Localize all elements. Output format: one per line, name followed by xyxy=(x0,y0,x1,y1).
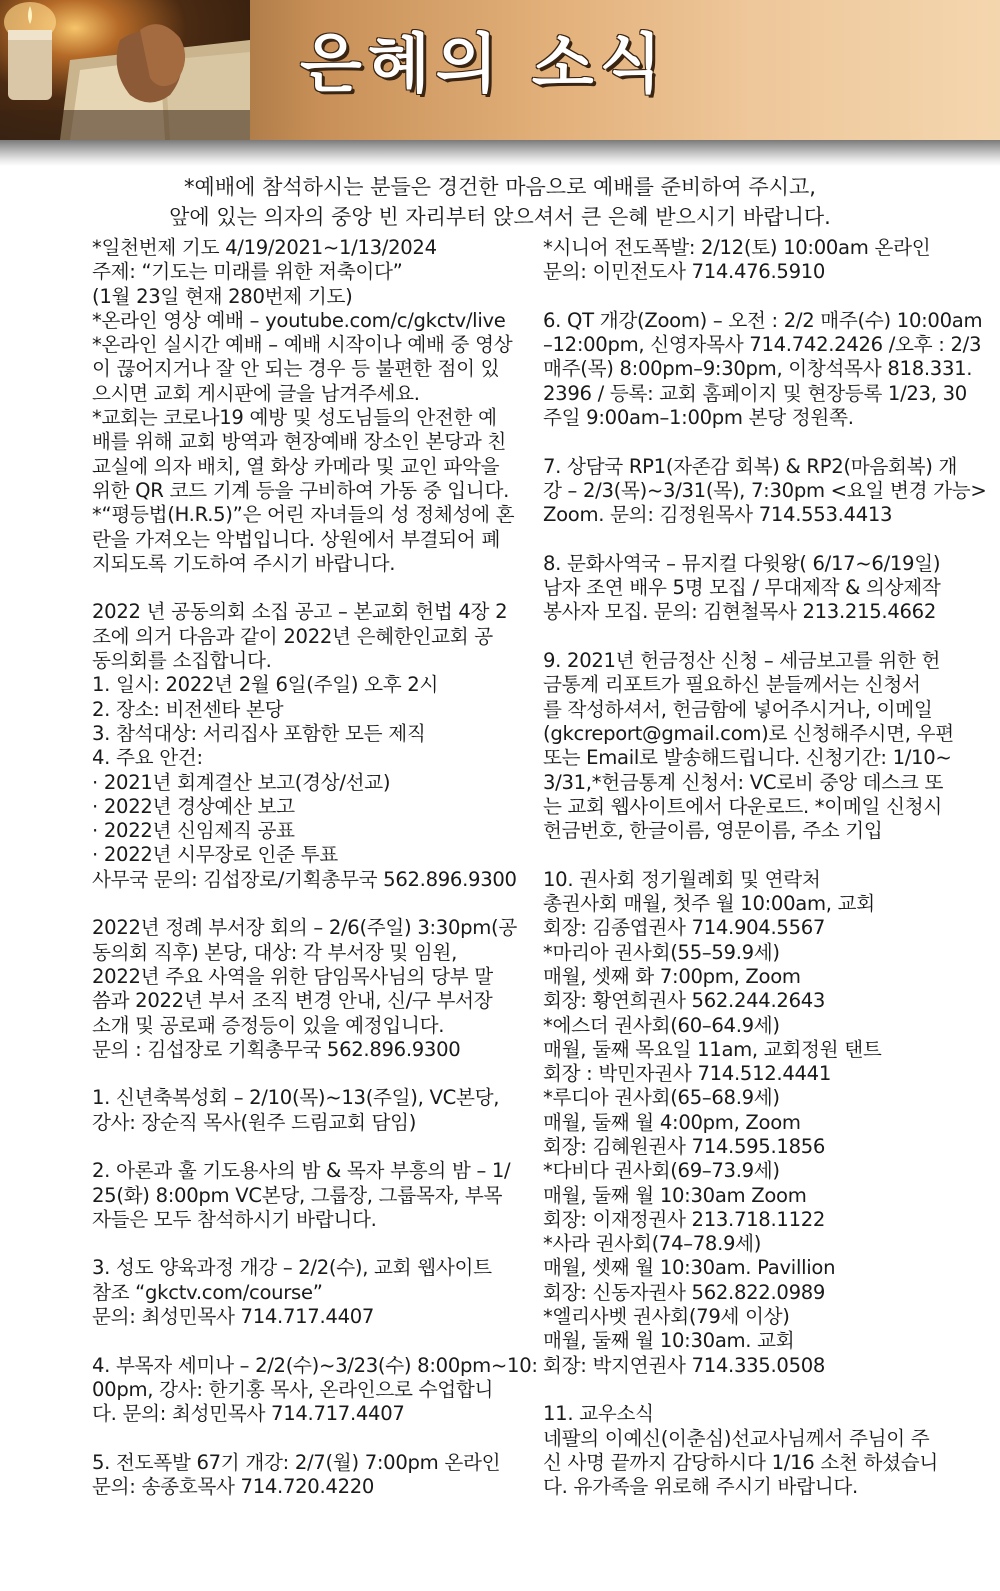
paragraph-spacer xyxy=(543,625,975,649)
text-line: 씀과 2022년 부서 조직 변경 안내, 신/구 부서장 xyxy=(92,989,493,1013)
candle-bible-illustration xyxy=(0,0,250,140)
paragraph-spacer xyxy=(543,430,975,454)
text-line: *에스더 권사회(60–64.9세) xyxy=(543,1013,780,1037)
text-line: 총권사회 매월, 첫주 월 10:00am, 교회 xyxy=(543,892,875,916)
text-line: 회장: 김혜원권사 714.595.1856 xyxy=(543,1134,826,1158)
text-line: 매주(목) 8:00pm–9:30pm, 이창석목사 818.331. xyxy=(543,357,973,381)
text-line: 동의회 직후) 본당, 대상: 각 부서장 및 임원, xyxy=(92,940,458,964)
text-line: *엘리사벳 권사회(79세 이상) xyxy=(543,1305,790,1329)
text-line: (1월 23일 현재 280번제 기도) xyxy=(92,284,353,308)
paragraph-spacer xyxy=(92,576,522,600)
text-line: 00pm, 강사: 한기홍 목사, 온라인으로 수업합니 xyxy=(92,1377,494,1401)
text-line: *온라인 영상 예배 – youtube.com/c/gkctv/live xyxy=(92,308,506,332)
paragraph-spacer xyxy=(92,1329,522,1353)
text-line: 회장: 김종엽권사 714.904.5567 xyxy=(543,916,826,940)
text-line: 다. 문의: 최성민목사 714.717.4407 xyxy=(92,1402,405,1426)
text-line: Zoom. 문의: 김정원목사 714.553.4413 xyxy=(543,503,893,527)
text-line: 2022 년 공동의회 소집 공고 – 본교회 헌법 4장 2 xyxy=(92,600,508,624)
text-line: 2022년 정례 부서장 회의 – 2/6(주일) 3:30pm(공 xyxy=(92,916,518,940)
text-line: 2. 장소: 비전센타 본당 xyxy=(92,697,284,721)
text-line: 25(화) 8:00pm VC본당, 그룹장, 그룹목자, 부목 xyxy=(92,1183,503,1207)
paragraph-spacer xyxy=(543,1378,975,1402)
header-divider-band xyxy=(0,140,1000,166)
text-line: 자들은 모두 참석하시기 바랍니다. xyxy=(92,1207,377,1231)
text-line: 동의회를 소집합니다. xyxy=(92,649,272,673)
paragraph-spacer xyxy=(92,892,522,916)
text-line: 10. 권사회 정기월례회 및 연락처 xyxy=(543,867,821,891)
text-line: 회장 : 박민자권사 714.512.4441 xyxy=(543,1062,831,1086)
intro-line: *예배에 참석하시는 분들은 경건한 마음으로 예배를 준비하여 주시고, xyxy=(184,175,816,199)
text-line: *다비다 권사회(69–73.9세) xyxy=(543,1159,780,1183)
text-line: 헌금번호, 한글이름, 영문이름, 주소 기입 xyxy=(543,819,883,843)
text-line: 9. 2021년 헌금정산 신청 – 세금보고를 위한 헌 xyxy=(543,649,941,673)
text-line: 회장: 황연희권사 562.244.2643 xyxy=(543,989,826,1013)
text-line: 8. 문화사역국 – 뮤지컬 다윗왕( 6/17~6/19일) xyxy=(543,551,941,575)
text-line: 란을 가져오는 악법입니다. 상원에서 부결되어 폐 xyxy=(92,527,501,551)
text-line: · 2022년 신임제직 공표 xyxy=(92,819,295,843)
paragraph-spacer xyxy=(543,528,975,552)
intro-notice xyxy=(0,172,1000,232)
text-line: 강사: 장순직 목사(원주 드림교회 담임) xyxy=(92,1110,417,1134)
text-line: 3. 성도 양육과정 개강 – 2/2(수), 교회 웹사이트 xyxy=(92,1256,492,1280)
text-line: · 2021년 회계결산 보고(경상/선교) xyxy=(92,770,391,794)
text-line: *시니어 전도폭발: 2/12(토) 10:00am 온라인 xyxy=(543,236,931,259)
text-line: 2396 / 등록: 교회 홈페이지 및 현장등록 1/23, 30 xyxy=(543,381,967,405)
paragraph-spacer xyxy=(92,1062,522,1086)
text-line: 회장: 신동자권사 562.822.0989 xyxy=(543,1280,826,1304)
text-line: 7. 상담국 RP1(자존감 회복) & RP2(마음회복) 개 xyxy=(543,454,958,478)
paragraph-spacer xyxy=(92,1232,522,1256)
text-line: *일천번제 기도 4/19/2021~1/13/2024 xyxy=(92,236,437,259)
text-line: 이 끊어지거나 잘 안 되는 경우 등 불편한 점이 있 xyxy=(92,357,500,381)
text-line: 주일 9:00am–1:00pm 본당 정원쪽. xyxy=(543,406,854,430)
text-line: *“평등법(H.R.5)”은 어린 자녀들의 성 정체성에 혼 xyxy=(92,503,515,527)
text-line: 11. 교우소식 xyxy=(543,1402,654,1426)
text-line: 매월, 둘째 월 10:30am Zoom xyxy=(543,1183,807,1207)
text-line: 교실에 의자 배치, 열 화상 카메라 및 교인 파악을 xyxy=(92,454,500,478)
text-line: 참조 “gkctv.com/course” xyxy=(92,1280,323,1304)
left-column xyxy=(92,236,538,1499)
text-line: 네팔의 이예신(이춘심)선교사님께서 주님이 주 xyxy=(543,1426,930,1450)
text-line: 3/31,*헌금통계 신청서: VC로비 중앙 데스크 또 xyxy=(543,770,944,794)
text-line: 매월, 둘째 목요일 11am, 교회정원 탠트 xyxy=(543,1037,882,1061)
banner-title: 은혜의 소식 xyxy=(300,28,668,102)
right-column xyxy=(543,236,987,1499)
text-line: 다. 유가족을 위로해 주시기 바랍니다. xyxy=(543,1475,858,1499)
text-line: 으시면 교회 게시판에 글을 남겨주세요. xyxy=(92,381,420,405)
intro-line: 앞에 있는 의자의 중앙 빈 자리부터 앉으셔서 큰 은혜 받으시기 바랍니다. xyxy=(169,205,831,229)
paragraph-spacer xyxy=(92,1135,522,1159)
header-banner xyxy=(0,0,1000,140)
text-line: *루디아 권사회(65–68.9세) xyxy=(543,1086,780,1110)
text-line: 조에 의거 다음과 같이 2022년 은혜한인교회 공 xyxy=(92,624,493,648)
text-line: 4. 주요 안건: xyxy=(92,746,203,770)
text-line: 소개 및 공로패 증정등이 있을 예정입니다. xyxy=(92,1013,445,1037)
text-line: 5. 전도폭발 67기 개강: 2/7(월) 7:00pm 온라인 xyxy=(92,1450,501,1474)
text-line: 강 – 2/3(목)~3/31(목), 7:30pm <요일 변경 가능> xyxy=(543,478,987,502)
text-line: 3. 참석대상: 서리집사 포함한 모든 제직 xyxy=(92,721,426,745)
text-line: · 2022년 경상예산 보고 xyxy=(92,794,295,818)
text-line: 매월, 둘째 월 4:00pm, Zoom xyxy=(543,1110,801,1134)
text-line: 1. 일시: 2022년 2월 6일(주일) 오후 2시 xyxy=(92,673,439,697)
text-line: 매월, 셋째 월 10:30am. Pavillion xyxy=(543,1256,836,1280)
text-line: 위한 QR 코드 기계 등을 구비하여 가동 중 입니다. xyxy=(92,478,510,502)
text-line: 금통계 리포트가 필요하신 분들께서는 신청서 xyxy=(543,673,921,697)
text-line: 문의: 최성민목사 714.717.4407 xyxy=(92,1305,375,1329)
text-line: 1. 신년축복성회 – 2/10(목)~13(주일), VC본당, xyxy=(92,1086,500,1110)
text-line: *교회는 코로나19 예방 및 성도님들의 안전한 예 xyxy=(92,406,497,430)
text-line: 문의: 송종호목사 714.720.4220 xyxy=(92,1475,375,1499)
text-line: 2022년 주요 사역을 위한 담임목사님의 당부 말 xyxy=(92,964,493,988)
text-line: 지되도록 기도하여 주시기 바랍니다. xyxy=(92,551,396,575)
text-line: 문의: 이민전도사 714.476.5910 xyxy=(543,260,826,284)
text-line: 4. 부목자 세미나 – 2/2(수)~3/23(수) 8:00pm~10: xyxy=(92,1353,538,1377)
text-line: 6. QT 개강(Zoom) – 오전 : 2/2 매주(수) 10:00am xyxy=(543,308,983,332)
text-line: 주제: “기도는 미래를 위한 저축이다” xyxy=(92,260,403,284)
text-line: 배를 위해 교회 방역과 현장예배 장소인 본당과 친 xyxy=(92,430,507,454)
paragraph-spacer xyxy=(543,285,975,309)
paragraph-spacer xyxy=(92,1427,522,1451)
candle-bible-photo xyxy=(0,0,250,140)
text-line: 문의 : 김섭장로 기획총무국 562.896.9300 xyxy=(92,1037,461,1061)
text-line: *온라인 실시간 예배 – 예배 시작이나 예배 중 영상 xyxy=(92,333,513,357)
text-line: 는 교회 웹사이트에서 다운로드. *이메일 신청시 xyxy=(543,794,942,818)
text-line: 봉사자 모집. 문의: 김현철목사 213.215.4662 xyxy=(543,600,936,624)
text-line: 매월, 셋째 화 7:00pm, Zoom xyxy=(543,964,801,988)
text-line: 회장: 박지연권사 714.335.0508 xyxy=(543,1353,826,1377)
text-line: 신 사명 끝까지 감당하시다 1/16 소천 하셨습니 xyxy=(543,1450,939,1474)
text-line: (gkcreport@gmail.com)로 신청해주시면, 우편 xyxy=(543,721,954,745)
text-line: 2. 아론과 훌 기도용사의 밤 & 목자 부흥의 밤 – 1/ xyxy=(92,1159,511,1183)
text-line: 를 작성하셔서, 헌금함에 넣어주시거나, 이메일 xyxy=(543,697,933,721)
text-line: 또는 Email로 발송해드립니다. 신청기간: 1/10~ xyxy=(543,746,952,770)
text-line: *사라 권사회(74–78.9세) xyxy=(543,1232,762,1256)
text-line: · 2022년 시무장로 인준 투표 xyxy=(92,843,338,867)
text-line: –12:00pm, 신영자목사 714.742.2426 /오후 : 2/3 xyxy=(543,333,982,357)
text-line: 매월, 둘째 월 10:30am. 교회 xyxy=(543,1329,795,1353)
text-line: 사무국 문의: 김섭장로/기획총무국 562.896.9300 xyxy=(92,867,517,891)
text-line: 회장: 이재정권사 213.718.1122 xyxy=(543,1207,826,1231)
text-line: *마리아 권사회(55–59.9세) xyxy=(543,940,780,964)
text-line: 남자 조연 배우 5명 모집 / 무대제작 & 의상제작 xyxy=(543,576,941,600)
paragraph-spacer xyxy=(543,843,975,867)
